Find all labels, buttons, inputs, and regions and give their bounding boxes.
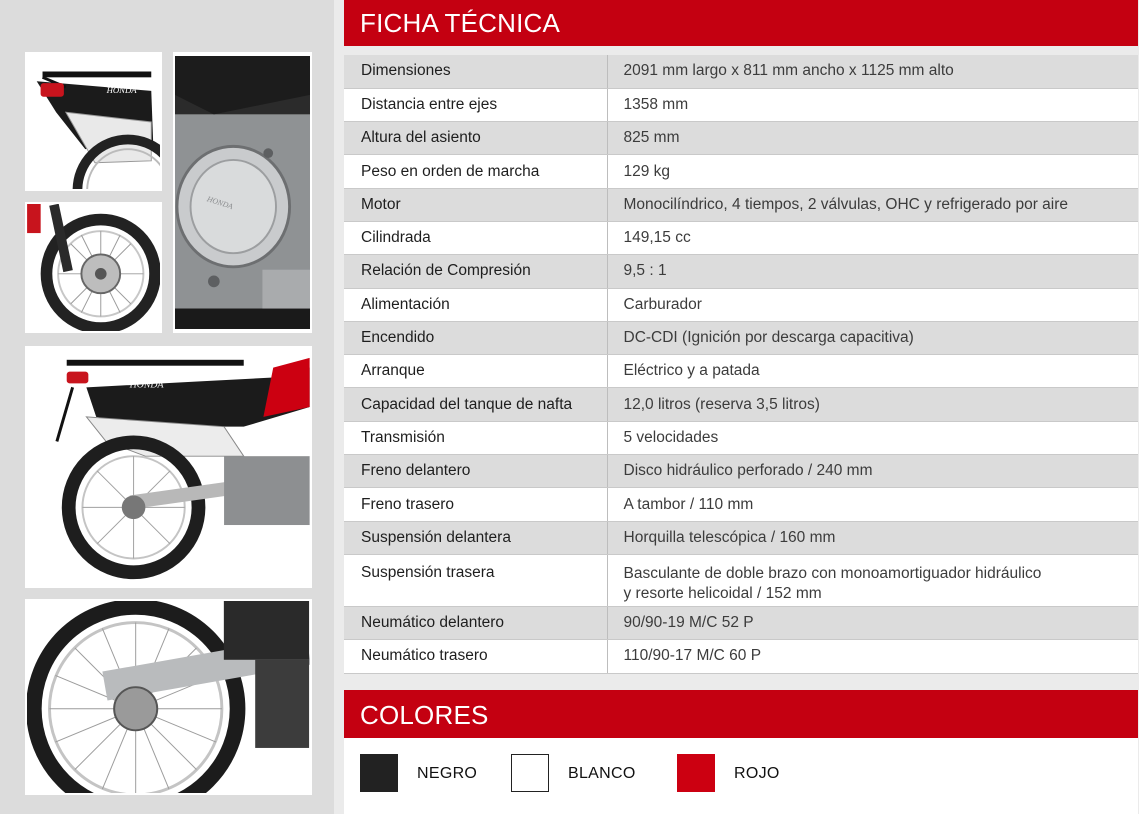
table-row <box>344 155 1138 188</box>
color-swatch-negro[interactable] <box>360 754 398 792</box>
colors-section-title: COLORES <box>344 690 1138 738</box>
spec-section-title: FICHA TÉCNICA <box>344 0 1138 46</box>
spec-label: Peso en orden de marcha <box>344 155 607 188</box>
gallery-photo-side-rear[interactable] <box>25 346 312 588</box>
spec-label: Dimensiones <box>344 55 607 88</box>
spec-value: 9,5 : 1 <box>607 255 1138 288</box>
color-label-negro: NEGRO <box>417 765 478 782</box>
spec-label: Arranque <box>344 355 607 388</box>
spec-value: Carburador <box>607 288 1138 321</box>
spec-value <box>607 554 1138 606</box>
table-row <box>344 88 1138 121</box>
spec-value: 2091 mm largo x 811 mm ancho x 1125 mm alto <box>607 55 1138 88</box>
spec-label: Capacidad del tanque de nafta <box>344 388 607 421</box>
side-brand-text: HONDA <box>129 379 164 391</box>
gallery-photo-rear-wheel[interactable] <box>25 599 312 795</box>
color-label-blanco: BLANCO <box>568 765 636 782</box>
brand-logo-text: HONDA <box>106 84 137 95</box>
gallery-photo-front-wheel[interactable] <box>25 202 162 333</box>
table-row <box>344 640 1138 673</box>
color-swatch-rojo[interactable] <box>677 754 715 792</box>
table-row <box>344 421 1138 454</box>
table-row <box>344 221 1138 254</box>
rear-wheel-image <box>27 601 310 793</box>
spec-value: 90/90-19 M/C 52 P <box>607 606 1138 639</box>
table-row <box>344 122 1138 155</box>
front-wheel-image <box>27 204 160 331</box>
table-row <box>344 321 1138 354</box>
spec-value: 110/90-17 M/C 60 P <box>607 640 1138 673</box>
spec-value: Monocilíndrico, 4 tiempos, 2 válvulas, OHC y refrigerado por aire <box>607 188 1138 221</box>
spec-value: 149,15 cc <box>607 221 1138 254</box>
color-swatch-blanco[interactable] <box>511 754 549 792</box>
spec-value: 12,0 litros (reserva 3,5 litros) <box>607 388 1138 421</box>
spec-label: Suspensión delantera <box>344 521 607 554</box>
engine-brand-text: HONDA <box>205 194 235 212</box>
spec-panel <box>334 0 1139 814</box>
spec-label: Neumático trasero <box>344 640 607 673</box>
gallery-photo-engine[interactable] <box>173 52 312 333</box>
rear-rack-image <box>27 54 160 189</box>
spec-label: Distancia entre ejes <box>344 88 607 121</box>
table-row <box>344 388 1138 421</box>
color-options <box>344 738 1138 814</box>
table-row <box>344 455 1138 488</box>
engine-image <box>175 54 310 331</box>
color-label-rojo: ROJO <box>734 765 780 782</box>
table-row <box>344 521 1138 554</box>
table-row <box>344 606 1138 639</box>
photo-gallery <box>0 0 334 814</box>
spec-label: Transmisión <box>344 421 607 454</box>
spec-value: Eléctrico y a patada <box>607 355 1138 388</box>
spec-label: Freno delantero <box>344 455 607 488</box>
table-row <box>344 288 1138 321</box>
spec-label: Neumático delantero <box>344 606 607 639</box>
table-row <box>344 554 1138 606</box>
spec-label: Encendido <box>344 321 607 354</box>
side-rear-image <box>27 348 310 586</box>
gallery-photo-rear-rack[interactable] <box>25 52 162 191</box>
table-row <box>344 55 1138 88</box>
spec-value: 825 mm <box>607 122 1138 155</box>
spec-table <box>344 55 1138 674</box>
spec-label: Freno trasero <box>344 488 607 521</box>
spec-value: 1358 mm <box>607 88 1138 121</box>
spec-value: 5 velocidades <box>607 421 1138 454</box>
spec-value: A tambor / 110 mm <box>607 488 1138 521</box>
table-row <box>344 255 1138 288</box>
spec-value-line: y resorte helicoidal / 152 mm <box>623 584 822 602</box>
spec-label: Alimentación <box>344 288 607 321</box>
spec-label: Relación de Compresión <box>344 255 607 288</box>
table-row <box>344 355 1138 388</box>
spec-value-line: Basculante de doble brazo con monoamortiguador hidráulico <box>623 564 1042 582</box>
spec-value: Disco hidráulico perforado / 240 mm <box>607 455 1138 488</box>
table-row <box>344 188 1138 221</box>
spec-label: Suspensión trasera <box>344 554 607 606</box>
spec-value: DC-CDI (Ignición por descarga capacitiva) <box>607 321 1138 354</box>
spec-value: 129 kg <box>607 155 1138 188</box>
spec-label: Cilindrada <box>344 221 607 254</box>
spec-value: Horquilla telescópica / 160 mm <box>607 521 1138 554</box>
spec-label: Motor <box>344 188 607 221</box>
spec-label: Altura del asiento <box>344 122 607 155</box>
table-row <box>344 488 1138 521</box>
